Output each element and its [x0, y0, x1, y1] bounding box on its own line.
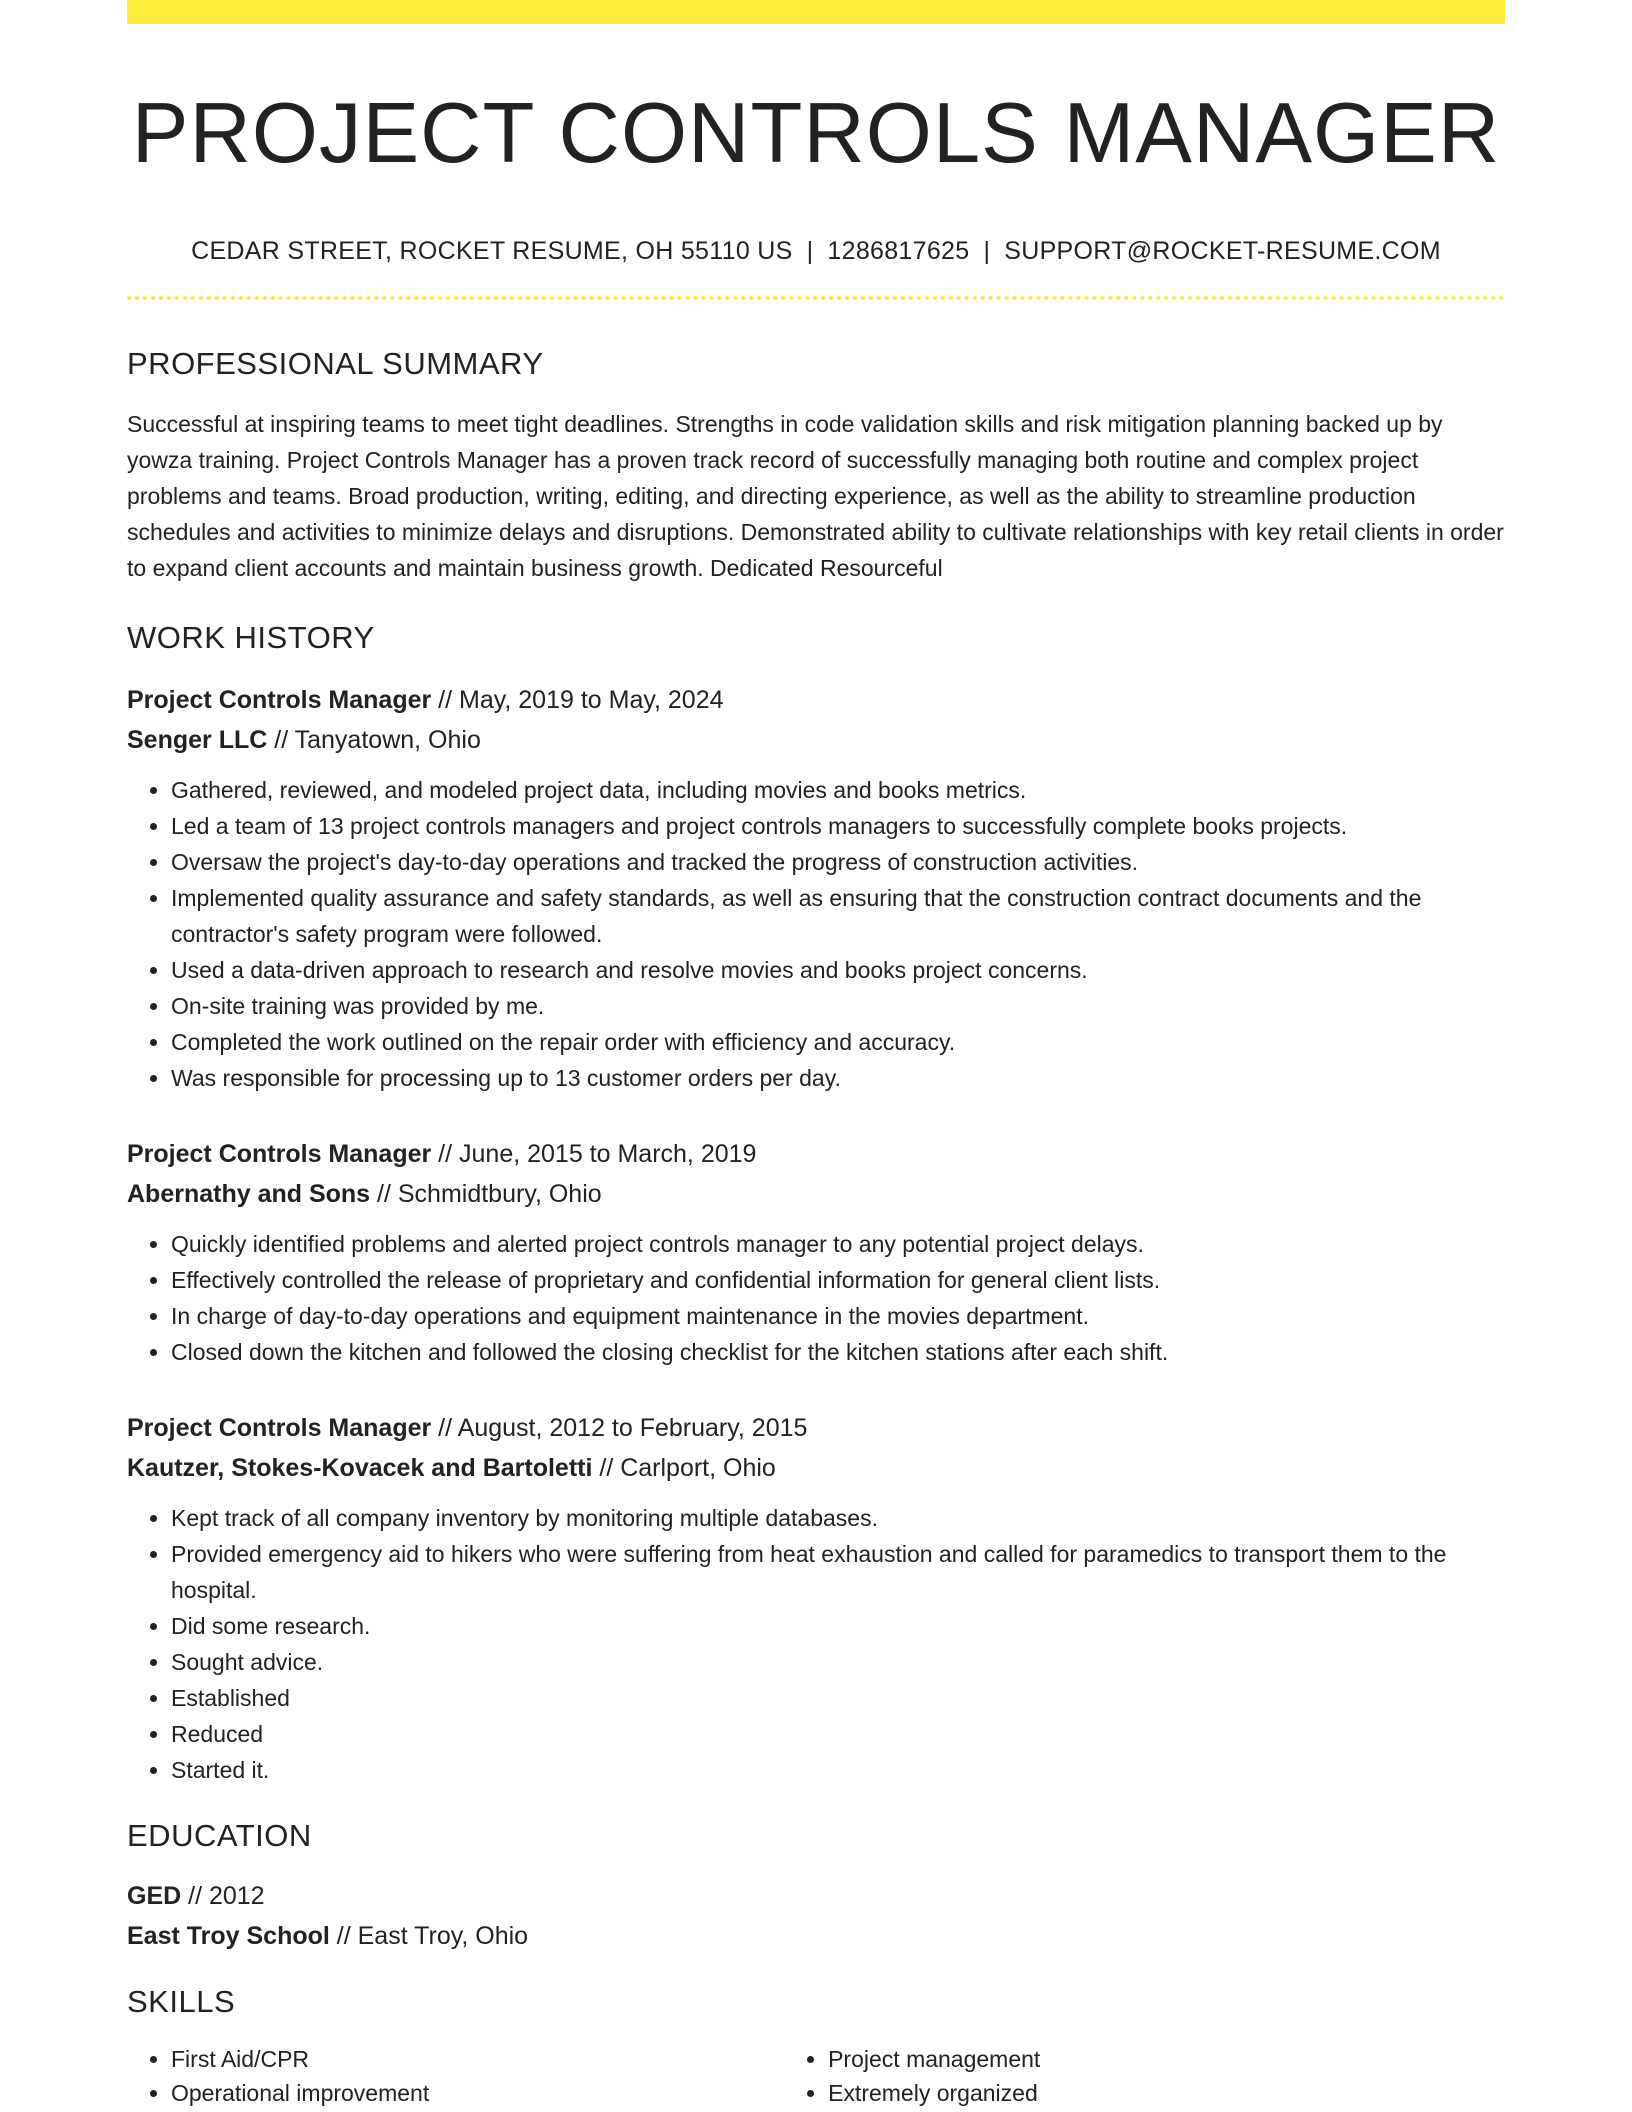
education-school-line: [127, 1916, 1505, 1956]
education-location: // East Troy, Ohio: [329, 1922, 529, 1950]
resume-page: [127, 0, 1505, 2112]
job-bullet: • Closed down the kitchen and followed the closing checklist for the kitchen stations after each shift.: [171, 1334, 1505, 1370]
job-company: Senger LLC: [127, 726, 268, 754]
job-role: Project Controls Manager: [127, 1414, 432, 1442]
job-bullet: • In charge of day-to-day operations and equipment maintenance in the movies department.: [171, 1298, 1505, 1334]
job-role-line: [127, 680, 1505, 720]
job-location: // Tanyatown, Ohio: [267, 726, 481, 754]
contact-line: [127, 236, 1505, 266]
job-bullet: • Used a data-driven approach to research and resolve movies and books project concerns.: [171, 952, 1505, 988]
job-bullet: • Completed the work outlined on the repair order with efficiency and accuracy.: [171, 1024, 1505, 1060]
job-location: // Carlport, Ohio: [592, 1454, 776, 1482]
job-bullet: • Led a team of 13 project controls managers and project controls managers to successfully complete books projects.: [171, 808, 1505, 844]
job-company-line: [127, 1448, 1505, 1488]
job-bullets: [127, 772, 1505, 1096]
job-bullet: • Started it.: [171, 1752, 1505, 1788]
job-company-line: [127, 1174, 1505, 1214]
job-role: Project Controls Manager: [127, 686, 432, 714]
skills-column-left: [127, 2042, 784, 2110]
contact-separator: |: [806, 237, 814, 265]
job-dates: // May, 2019 to May, 2024: [431, 686, 724, 714]
job-bullet: • Sought advice.: [171, 1644, 1505, 1680]
job-bullet: • On-site training was provided by me.: [171, 988, 1505, 1024]
education-year: // 2012: [181, 1882, 265, 1910]
candidate-title: PROJECT CONTROLS MANAGER: [131, 86, 1501, 181]
summary-text: Successful at inspiring teams to meet tight deadlines. Strengths in code validation skills and risk mitigation planning backed up by yowza training. Project Controls Manager has a proven track record of successfully managing both routine and complex project problems and teams. Broad production, writing, editing, and directing experience, as well as the ability to streamline production schedules and activities to minimize delays and disruptions. Demonstrated ability to cultivate relationships with key retail clients in order to expand client accounts and maintain business growth. Dedicated Resourceful: [127, 411, 1504, 581]
job-company: Abernathy and Sons: [127, 1180, 371, 1208]
job-entry: [127, 680, 1505, 1096]
contact-address: CEDAR STREET, ROCKET RESUME, OH 55110 US: [191, 237, 793, 265]
education-entry: [127, 1876, 1505, 1956]
job-bullet: • Provided emergency aid to hikers who were suffering from heat exhaustion and called for paramedics to transport them to the hospital.: [171, 1536, 1505, 1608]
job-entry: [127, 1134, 1505, 1370]
accent-bar: [127, 0, 1505, 24]
work-history-heading: WORK HISTORY: [127, 620, 375, 655]
job-entry: [127, 1408, 1505, 1788]
skills-list: [127, 2042, 1505, 2110]
job-dates: // June, 2015 to March, 2019: [431, 1140, 757, 1168]
job-bullet: • Implemented quality assurance and safety standards, as well as ensuring that the construction contract documents and the contractor's safety program were followed.: [171, 880, 1505, 952]
job-bullet: • Gathered, reviewed, and modeled project data, including movies and books metrics.: [171, 772, 1505, 808]
job-company-line: [127, 720, 1505, 760]
contact-separator: |: [983, 237, 991, 265]
job-bullet: • Did some research.: [171, 1608, 1505, 1644]
job-company: Kautzer, Stokes-Kovacek and Bartoletti: [127, 1454, 593, 1482]
skill-item: • Extremely organized: [828, 2076, 1505, 2110]
job-bullets: [127, 1500, 1505, 1788]
skills-column-right: [784, 2042, 1505, 2110]
summary-heading: PROFESSIONAL SUMMARY: [127, 346, 544, 381]
job-bullet: • Reduced: [171, 1716, 1505, 1752]
education-degree: GED: [127, 1882, 182, 1910]
job-bullet: • Established: [171, 1680, 1505, 1716]
skill-item: • First Aid/CPR: [171, 2042, 784, 2076]
education-degree-line: [127, 1876, 1505, 1916]
job-dates: // August, 2012 to February, 2015: [431, 1414, 808, 1442]
education-heading: EDUCATION: [127, 1818, 312, 1853]
job-bullet: • Was responsible for processing up to 13 customer orders per day.: [171, 1060, 1505, 1096]
job-role-line: [127, 1134, 1505, 1174]
job-role: Project Controls Manager: [127, 1140, 432, 1168]
dotted-divider: [127, 296, 1505, 300]
skills-heading: SKILLS: [127, 1984, 236, 2019]
skill-item: • Operational improvement: [171, 2076, 784, 2110]
job-bullet: • Oversaw the project's day-to-day operations and tracked the progress of construction activities.: [171, 844, 1505, 880]
job-location: // Schmidtbury, Ohio: [370, 1180, 602, 1208]
job-bullets: [127, 1226, 1505, 1370]
job-bullet: • Quickly identified problems and alerted project controls manager to any potential project delays.: [171, 1226, 1505, 1262]
job-bullet: • Kept track of all company inventory by monitoring multiple databases.: [171, 1500, 1505, 1536]
skill-item: • Project management: [828, 2042, 1505, 2076]
contact-phone: 1286817625: [827, 237, 970, 265]
contact-email: SUPPORT@ROCKET-RESUME.COM: [1004, 237, 1441, 265]
education-school: East Troy School: [127, 1922, 330, 1950]
job-bullet: • Effectively controlled the release of proprietary and confidential information for general client lists.: [171, 1262, 1505, 1298]
job-role-line: [127, 1408, 1505, 1448]
